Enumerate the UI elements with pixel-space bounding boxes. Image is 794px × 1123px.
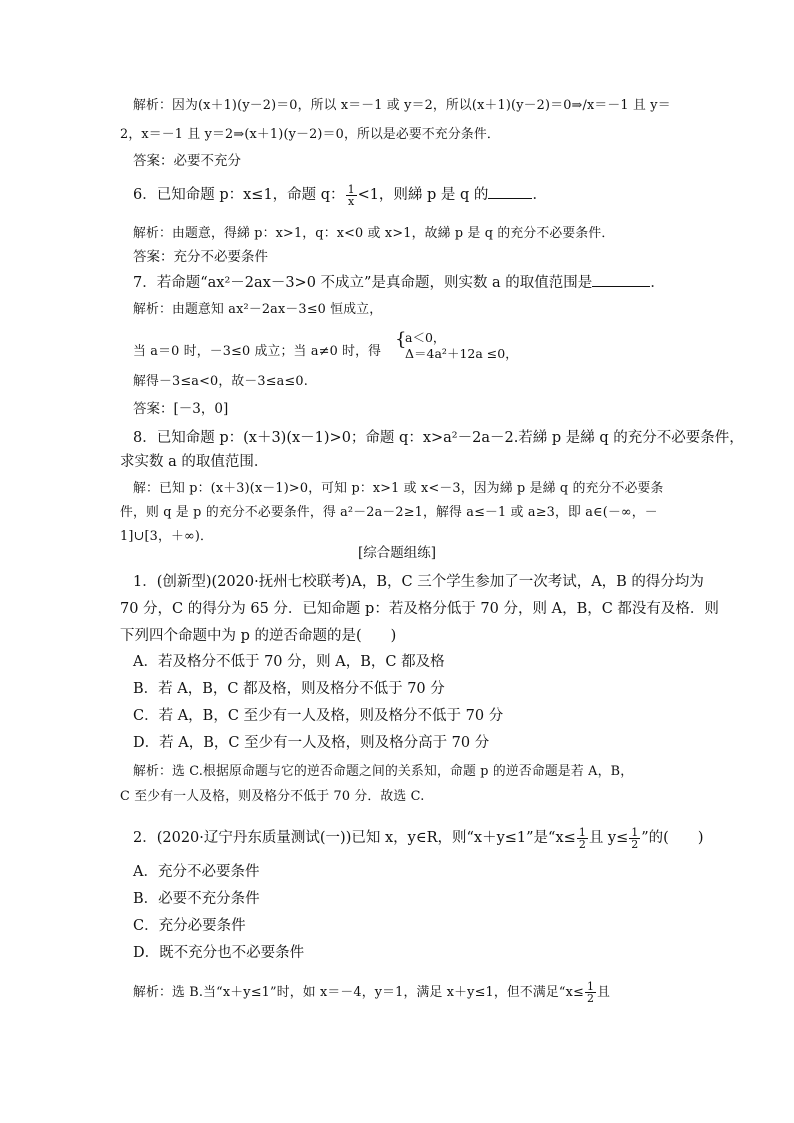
comp-q1-line3: 下列四个命题中为 p 的逆否命题的是( ) (120, 628, 397, 644)
section-heading: [综合题组练] (357, 545, 437, 561)
comp-q2-exp-text-b: 且 (597, 985, 611, 1000)
comp-q1-explanation-line1: 解析：选 C.根据原命题与它的逆否命题之间的关系知，命题 p 的逆否命题是若 A，B， (133, 764, 634, 779)
q7-explanation-line1: 解析：由题意知 ax²－2ax－3≤0 恒成立， (133, 302, 383, 317)
frac-num: 1 (586, 980, 595, 993)
q7-text: 7．若命题“ax²－2ax－3>0 不成立”是真命题，则实数 a 的取值范围是 (133, 275, 593, 291)
comp-q2-option-a: A．充分不必要条件 (133, 864, 260, 880)
q7-system-line1: a＜0， (405, 330, 446, 345)
frac-den: 2 (586, 992, 595, 1005)
comp-q2-exp-text-a: 解析：选 B.当“x＋y≤1”时，如 x＝－4，y＝1，满足 x＋y≤1，但不满足“x≤ (133, 985, 584, 1000)
comp-q1-explanation-line2: C 至少有一人及格，则及格分不低于 70 分．故选 C. (120, 789, 425, 804)
question-7 (133, 272, 665, 293)
q5-answer: 答案：必要不充分 (133, 153, 241, 169)
q6-answer-blank (488, 184, 532, 199)
q6-fraction (346, 184, 357, 207)
comp-q1-option-a: A．若及格分不低于 70 分，则 A，B，C 都及格 (133, 654, 445, 670)
q8-solution-line1: 解：已知 p：(x＋3)(x－1)>0，可知 p：x>1 或 x<－3，因为綈 p 是綈 q 的充分不必要条 (133, 481, 664, 496)
q6-explanation: 解析：由题意，得綈 p：x>1，q：x<0 或 x>1，故綈 p 是 q 的充分不必要条件． (133, 226, 615, 241)
comp-q2-option-b: B．必要不充分条件 (133, 891, 260, 907)
q7-system-line2: Δ＝4a²＋12a ≤0， (405, 346, 518, 361)
q6-text-b: <1，则綈 p 是 q 的 (357, 187, 489, 203)
comp-q2-option-d: D．既不充分也不必要条件 (133, 945, 305, 961)
comp-q2-explanation (133, 976, 610, 1010)
frac-den: 2 (578, 837, 586, 851)
q7-explanation-line2: 当 a＝0 时，－3≤0 成立；当 a≠0 时，得 (133, 344, 382, 359)
comp-q2-fraction-y (629, 827, 640, 850)
q6-frac-num: 1 (347, 182, 355, 196)
frac-num: 1 (631, 825, 639, 839)
q7-text-end: ． (650, 275, 665, 291)
frac-num: 1 (578, 825, 586, 839)
question-8-line1: 8．已知命题 p：(x＋3)(x－1)>0；命题 q：x>a²－2a－2.若綈 p 是綈 q 的充分不必要条件， (133, 430, 744, 446)
comp-q1-option-d: D．若 A，B，C 至少有一人及格，则及格分高于 70 分 (133, 735, 490, 751)
question-8-line2: 求实数 a 的取值范围． (120, 454, 269, 470)
q7-system-brace: { (395, 329, 407, 350)
q5-explanation-line2: 2，x＝－1 且 y＝2⇒(x＋1)(y－2)＝0，所以是必要不充分条件． (120, 127, 500, 142)
comp-q1-option-c: C．若 A，B，C 至少有一人及格，则及格分不低于 70 分 (133, 708, 504, 724)
q8-solution-line2: 件，则 q 是 p 的充分不必要条件，得 a²－2a－2≥1，解得 a≤－1 或 a≥3，即 a∈(－∞，－ (120, 505, 658, 520)
frac-den: 2 (631, 837, 639, 851)
q8-solution-line3: 1]∪[3，＋∞)． (120, 529, 214, 544)
q6-frac-den: x (347, 194, 355, 208)
q6-text-c: ． (532, 187, 547, 203)
q5-explanation-line1: 解析：因为(x＋1)(y－2)＝0，所以 x＝－1 或 y＝2，所以(x＋1)(y－2)＝0⇒/x＝－1 且 y＝ (133, 98, 671, 113)
q6-answer: 答案：充分不必要条件 (133, 249, 268, 265)
comp-q1-line1: 1．(创新型)(2020·抚州七校联考)A，B，C 三个学生参加了一次考试，A，B 的得分均为 (133, 574, 704, 590)
comp-q2-stem (133, 822, 704, 854)
q7-answer: 答案：[－3，0] (133, 401, 229, 417)
comp-q2-fraction-x (577, 827, 588, 850)
q6-text-a: 6．已知命题 p：x≤1，命题 q： (133, 187, 345, 203)
q7-explanation-line3: 解得－3≤a<0，故－3≤a≤0. (133, 374, 308, 389)
comp-q2-text-c: ”的( ) (641, 830, 704, 846)
comp-q2-text-b: 且 y≤ (588, 830, 629, 846)
question-6 (133, 180, 547, 210)
comp-q2-exp-fraction (585, 981, 596, 1004)
comp-q2-option-c: C．充分必要条件 (133, 918, 246, 934)
q7-answer-blank (592, 272, 650, 287)
comp-q1-line2: 70 分，C 的得分为 65 分．已知命题 p：若及格分低于 70 分，则 A，B，C 都没有及格．则 (120, 601, 719, 617)
comp-q2-text-a: 2．(2020·辽宁丹东质量测试(一))已知 x，y∈R，则“x＋y≤1”是“x≤ (133, 830, 576, 846)
comp-q1-option-b: B．若 A，B，C 都及格，则及格分不低于 70 分 (133, 681, 445, 697)
